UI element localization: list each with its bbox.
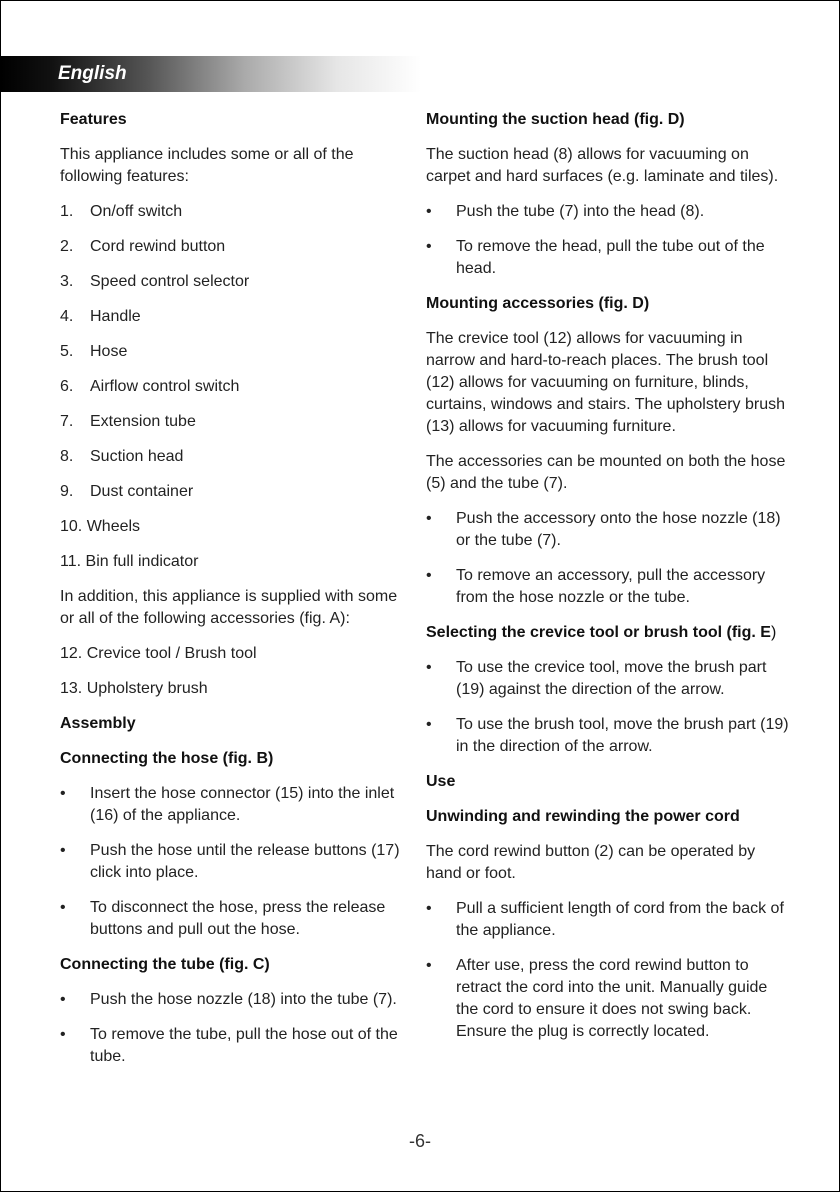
selecting-tool-heading — [426, 622, 791, 644]
bullet-icon: • — [426, 900, 432, 917]
list-item — [60, 411, 412, 433]
suction-head-text: The suction head (8) allows for vacuuming on carpet and hard surfaces (e.g. laminate and tiles). — [426, 146, 779, 185]
bullet-item — [426, 657, 791, 701]
bullet-item — [60, 840, 412, 884]
item-text: Suction head — [90, 448, 184, 465]
list-item — [60, 446, 412, 468]
list-item — [60, 341, 412, 363]
features-heading: Features — [60, 111, 127, 128]
accessories-list — [60, 643, 412, 700]
item-text: Handle — [90, 308, 141, 325]
power-cord-text: The cord rewind button (2) can be operated by hand or foot. — [426, 843, 756, 882]
accessories-heading: Mounting accessories (fig. D) — [426, 295, 650, 312]
item-text: Hose — [90, 343, 128, 360]
bullet-text: Push the tube (7) into the head (8). — [456, 203, 705, 220]
page-number: -6- — [409, 1131, 431, 1151]
item-number: 1. — [60, 203, 74, 220]
bullet-icon: • — [426, 957, 432, 974]
list-item — [60, 643, 412, 665]
list-item — [60, 516, 412, 538]
item-number: 5. — [60, 343, 74, 360]
item-text: On/off switch — [90, 203, 183, 220]
bullet-item — [60, 783, 412, 827]
bullet-icon: • — [426, 510, 432, 527]
bullet-text: To remove the head, pull the tube out of the head. — [456, 238, 765, 277]
item-text: Dust container — [90, 483, 194, 500]
bullet-icon: • — [426, 203, 432, 220]
accessories-bullets — [426, 508, 791, 609]
suction-bullets — [426, 201, 791, 280]
bullet-text: Insert the hose connector (15) into the inlet (16) of the appliance. — [90, 785, 395, 824]
item-text: Bin full indicator — [85, 553, 199, 570]
item-number: 12. — [60, 645, 83, 662]
list-item — [60, 678, 412, 700]
item-number: 8. — [60, 448, 74, 465]
item-number: 4. — [60, 308, 74, 325]
bullet-icon: • — [426, 659, 432, 676]
bullet-icon: • — [60, 991, 66, 1008]
item-number: 3. — [60, 273, 74, 290]
features-intro: This appliance includes some or all of the following features: — [60, 146, 354, 185]
language-banner — [1, 56, 421, 92]
item-number: 13. — [60, 680, 83, 697]
selecting-heading-text: Selecting the crevice tool or brush tool (fig. E — [426, 624, 771, 641]
bullet-item — [426, 508, 791, 552]
bullet-icon: • — [426, 567, 432, 584]
list-item — [60, 306, 412, 328]
item-text: Upholstery brush — [86, 680, 208, 697]
bullet-item — [426, 236, 791, 280]
accessories-text-2: The accessories can be mounted on both the hose (5) and the tube (7). — [426, 453, 786, 492]
item-text: Cord rewind button — [90, 238, 226, 255]
item-number: 11. — [60, 553, 82, 570]
list-item — [60, 551, 412, 573]
bullet-icon: • — [426, 716, 432, 733]
item-number: 2. — [60, 238, 74, 255]
left-column — [60, 109, 412, 1081]
power-cord-heading: Unwinding and rewinding the power cord — [426, 808, 740, 825]
item-text: Airflow control switch — [90, 378, 240, 395]
bullet-text: To remove the tube, pull the hose out of the tube. — [90, 1026, 398, 1065]
bullet-item — [426, 565, 791, 609]
bullet-item — [60, 989, 412, 1011]
selecting-bullets — [426, 657, 791, 758]
list-item — [60, 236, 412, 258]
bullet-item — [60, 897, 412, 941]
accessories-text-1: The crevice tool (12) allows for vacuuming in narrow and hard-to-reach places. The brush tool (12) allows for vacuuming on furniture, blinds, curtains, windows and stairs. The upholstery brush (13) allows for vacuuming furniture. — [426, 330, 785, 435]
bullet-icon: • — [426, 238, 432, 255]
language-label: English — [58, 63, 127, 84]
list-item — [60, 481, 412, 503]
item-text: Crevice tool / Brush tool — [86, 645, 257, 662]
hose-bullets — [60, 783, 412, 941]
accessories-intro: In addition, this appliance is supplied with some or all of the following accessories (fig. A): — [60, 588, 398, 627]
selecting-heading-paren: ) — [770, 624, 777, 641]
bullet-text: Pull a sufficient length of cord from the back of the appliance. — [456, 900, 784, 939]
hose-heading: Connecting the hose (fig. B) — [60, 750, 274, 767]
cord-bullets — [426, 898, 791, 1043]
tube-heading: Connecting the tube (fig. C) — [60, 956, 270, 973]
tube-bullets — [60, 989, 412, 1068]
right-column — [426, 109, 791, 1056]
bullet-icon: • — [60, 1026, 66, 1043]
list-item — [60, 376, 412, 398]
bullet-text: After use, press the cord rewind button to retract the cord into the unit. Manually guide the cord to ensure it does not swing back. Ensure the plug is correctly located. — [456, 957, 768, 1040]
item-text: Wheels — [86, 518, 141, 535]
use-heading: Use — [426, 773, 456, 790]
bullet-item — [426, 201, 791, 223]
bullet-text: Push the hose until the release buttons (17) click into place. — [90, 842, 400, 881]
item-number: 9. — [60, 483, 74, 500]
list-item — [60, 201, 412, 223]
bullet-icon: • — [60, 899, 66, 916]
bullet-text: To remove an accessory, pull the accessory from the hose nozzle or the tube. — [456, 567, 766, 606]
suction-head-heading: Mounting the suction head (fig. D) — [426, 111, 685, 128]
bullet-text: Push the accessory onto the hose nozzle (18) or the tube (7). — [456, 510, 781, 549]
bullet-icon: • — [60, 785, 66, 802]
features-list — [60, 201, 412, 573]
item-number: 10. — [60, 518, 83, 535]
bullet-text: Push the hose nozzle (18) into the tube (7). — [90, 991, 397, 1008]
item-number: 7. — [60, 413, 74, 430]
bullet-item — [60, 1024, 412, 1068]
item-text: Speed control selector — [90, 273, 250, 290]
list-item — [60, 271, 412, 293]
bullet-text: To use the brush tool, move the brush part (19) in the direction of the arrow. — [456, 716, 789, 755]
bullet-item — [426, 955, 791, 1043]
bullet-item — [426, 898, 791, 942]
item-text: Extension tube — [90, 413, 196, 430]
bullet-icon: • — [60, 842, 66, 859]
assembly-heading: Assembly — [60, 715, 136, 732]
bullet-text: To use the crevice tool, move the brush part (19) against the direction of the arrow. — [456, 659, 767, 698]
bullet-item — [426, 714, 791, 758]
bullet-text: To disconnect the hose, press the release buttons and pull out the hose. — [90, 899, 386, 938]
item-number: 6. — [60, 378, 74, 395]
